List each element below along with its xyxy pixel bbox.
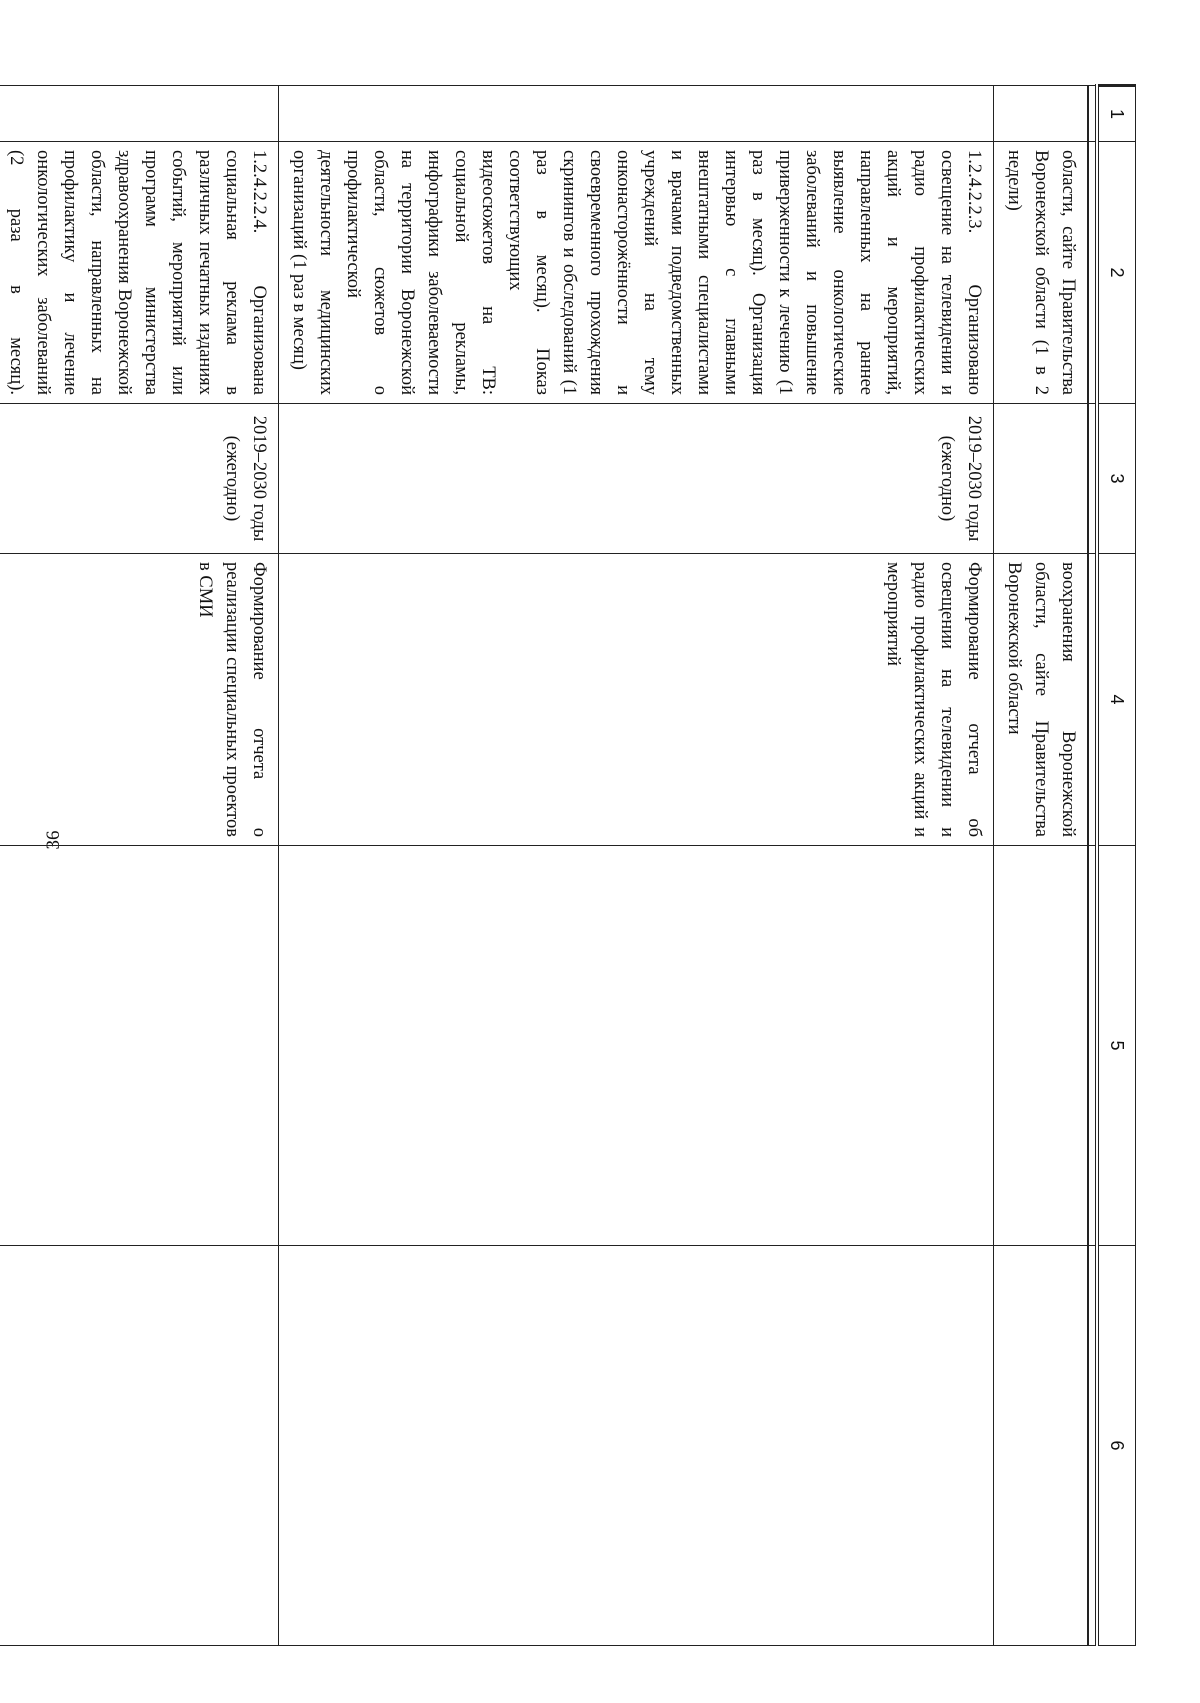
table-row (279, 86, 994, 1646)
event-description-cell: 1.2.4.2.2.4. Организована социальная реклама в различных печатных изданиях событий, мероприятий или программ министерства здравоохранения Воронежской области, направленных на профилактику и лечение онкологических заболеваний (2 раза в месяц). (0, 142, 279, 404)
table-cell (994, 86, 1089, 142)
table-cell (0, 86, 279, 142)
table-cell (279, 1246, 994, 1646)
table-row (0, 86, 279, 1646)
table-cell (994, 1246, 1089, 1646)
column-number: 4 (1097, 554, 1136, 846)
header-separator (1088, 86, 1097, 1646)
table-cell (0, 846, 279, 1246)
column-number: 3 (1097, 404, 1136, 554)
column-number-row (1097, 86, 1136, 1646)
event-description-cell: области, сайте Правительства Воронежской области (1 в 2 недели) (994, 142, 1089, 404)
column-number: 1 (1097, 86, 1136, 142)
column-number: 2 (1097, 142, 1136, 404)
result-cell: Формирование отчета об освещении на телевидении и радио профилактических акций и мероприятий (279, 554, 994, 846)
period-cell: 2019–2030 годы (ежегодно) (279, 404, 994, 554)
result-cell: воохранения Воронежской области, сайте Правительства Воронежской области (994, 554, 1089, 846)
period-cell (994, 404, 1089, 554)
table-cell (279, 846, 994, 1246)
table-cell (279, 86, 994, 142)
event-description-cell: 1.2.4.2.2.3. Организовано освещение на телевидении и радио профилактических акций и мероприятий, направленных на раннее выявление онкологические заболеваний и повышение приверженности к лечению (1 раз в месяц). Организация интервью с главными внештатными специалистами и врачами подведомственных учреждений на тему онконасторожённости и своевременного прохождения скринингов и обследований (1 раз в месяц). Показ соответствующих видеосюжетов на ТВ: социальной рекламы, инфографики заболеваемости на территории Воронежской области, сюжетов о профилактической деятельности медицинских организаций (1 раз в месяц) (279, 142, 994, 404)
table-cell (994, 846, 1089, 1246)
column-number: 6 (1097, 1246, 1136, 1646)
data-table (0, 84, 1136, 1646)
column-number: 5 (1097, 846, 1136, 1246)
table-cell (0, 1246, 279, 1646)
table-row (994, 86, 1089, 1646)
period-cell: 2019–2030 годы (ежегодно) (0, 404, 279, 554)
page-number: 36 (43, 830, 64, 850)
result-cell: Формирование отчета о реализации специальных проектов в СМИ (0, 554, 279, 846)
